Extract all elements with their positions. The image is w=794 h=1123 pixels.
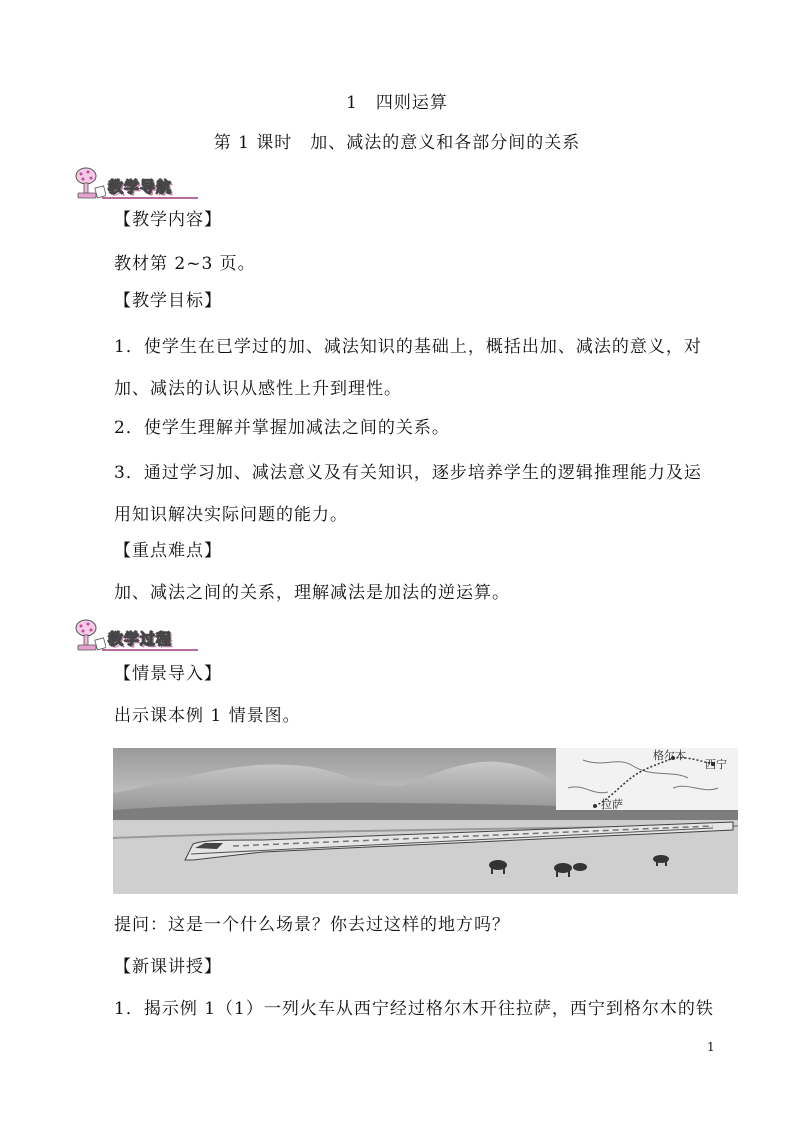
section-text: 加、减法之间的关系，理解减法是加法的逆运算。: [114, 583, 510, 603]
goal-paragraph: 3．通过学习加、减法意义及有关知识，逐步培养学生的逻辑推理能力及运用知识解决实际问题的能力。: [114, 463, 702, 525]
map-label-geermu: 格尔木: [653, 749, 686, 762]
map-label-lasa: 拉萨: [601, 798, 623, 811]
page-title: 1 四则运算: [346, 93, 448, 113]
teaching-guide-banner: [72, 165, 202, 201]
section-heading: 【新课讲授】: [114, 957, 222, 977]
banner-tag: [102, 629, 198, 651]
banner-label: 教学过程: [108, 630, 173, 648]
banner-tag: [102, 177, 198, 199]
section-text: 教材第 2~3 页。: [114, 254, 256, 274]
map-label-xining: 西宁: [705, 758, 727, 771]
goal-paragraph: 1．使学生在已学过的加、减法知识的基础上，概括出加、减法的意义，对加、减法的认识从感性上升到理性。: [114, 337, 702, 399]
section-heading: 【教学内容】: [114, 210, 222, 230]
page-number: 1: [707, 1040, 715, 1054]
lamp-icon: [72, 165, 106, 201]
section-text: 出示课本例 1 情景图。: [114, 706, 301, 726]
section-heading: 【教学目标】: [114, 291, 222, 311]
goal-paragraph: 2．使学生理解并掌握加减法之间的关系。: [114, 418, 450, 438]
banner-label: 教学导航: [108, 178, 173, 196]
train-scene-illustration: [113, 748, 738, 894]
lamp-icon: [72, 617, 106, 653]
lesson-subtitle: 第 1 课时 加、减法的意义和各部分间的关系: [213, 133, 581, 153]
section-text: 提问：这是一个什么场景？你去过这样的地方吗？: [114, 915, 510, 935]
section-text: 1．揭示例 1（1）一列火车从西宁经过格尔木开往拉萨，西宁到格尔木的铁: [114, 999, 714, 1019]
section-heading: 【情景导入】: [114, 664, 222, 684]
section-heading: 【重点难点】: [114, 541, 222, 561]
teaching-process-banner: [72, 617, 202, 653]
